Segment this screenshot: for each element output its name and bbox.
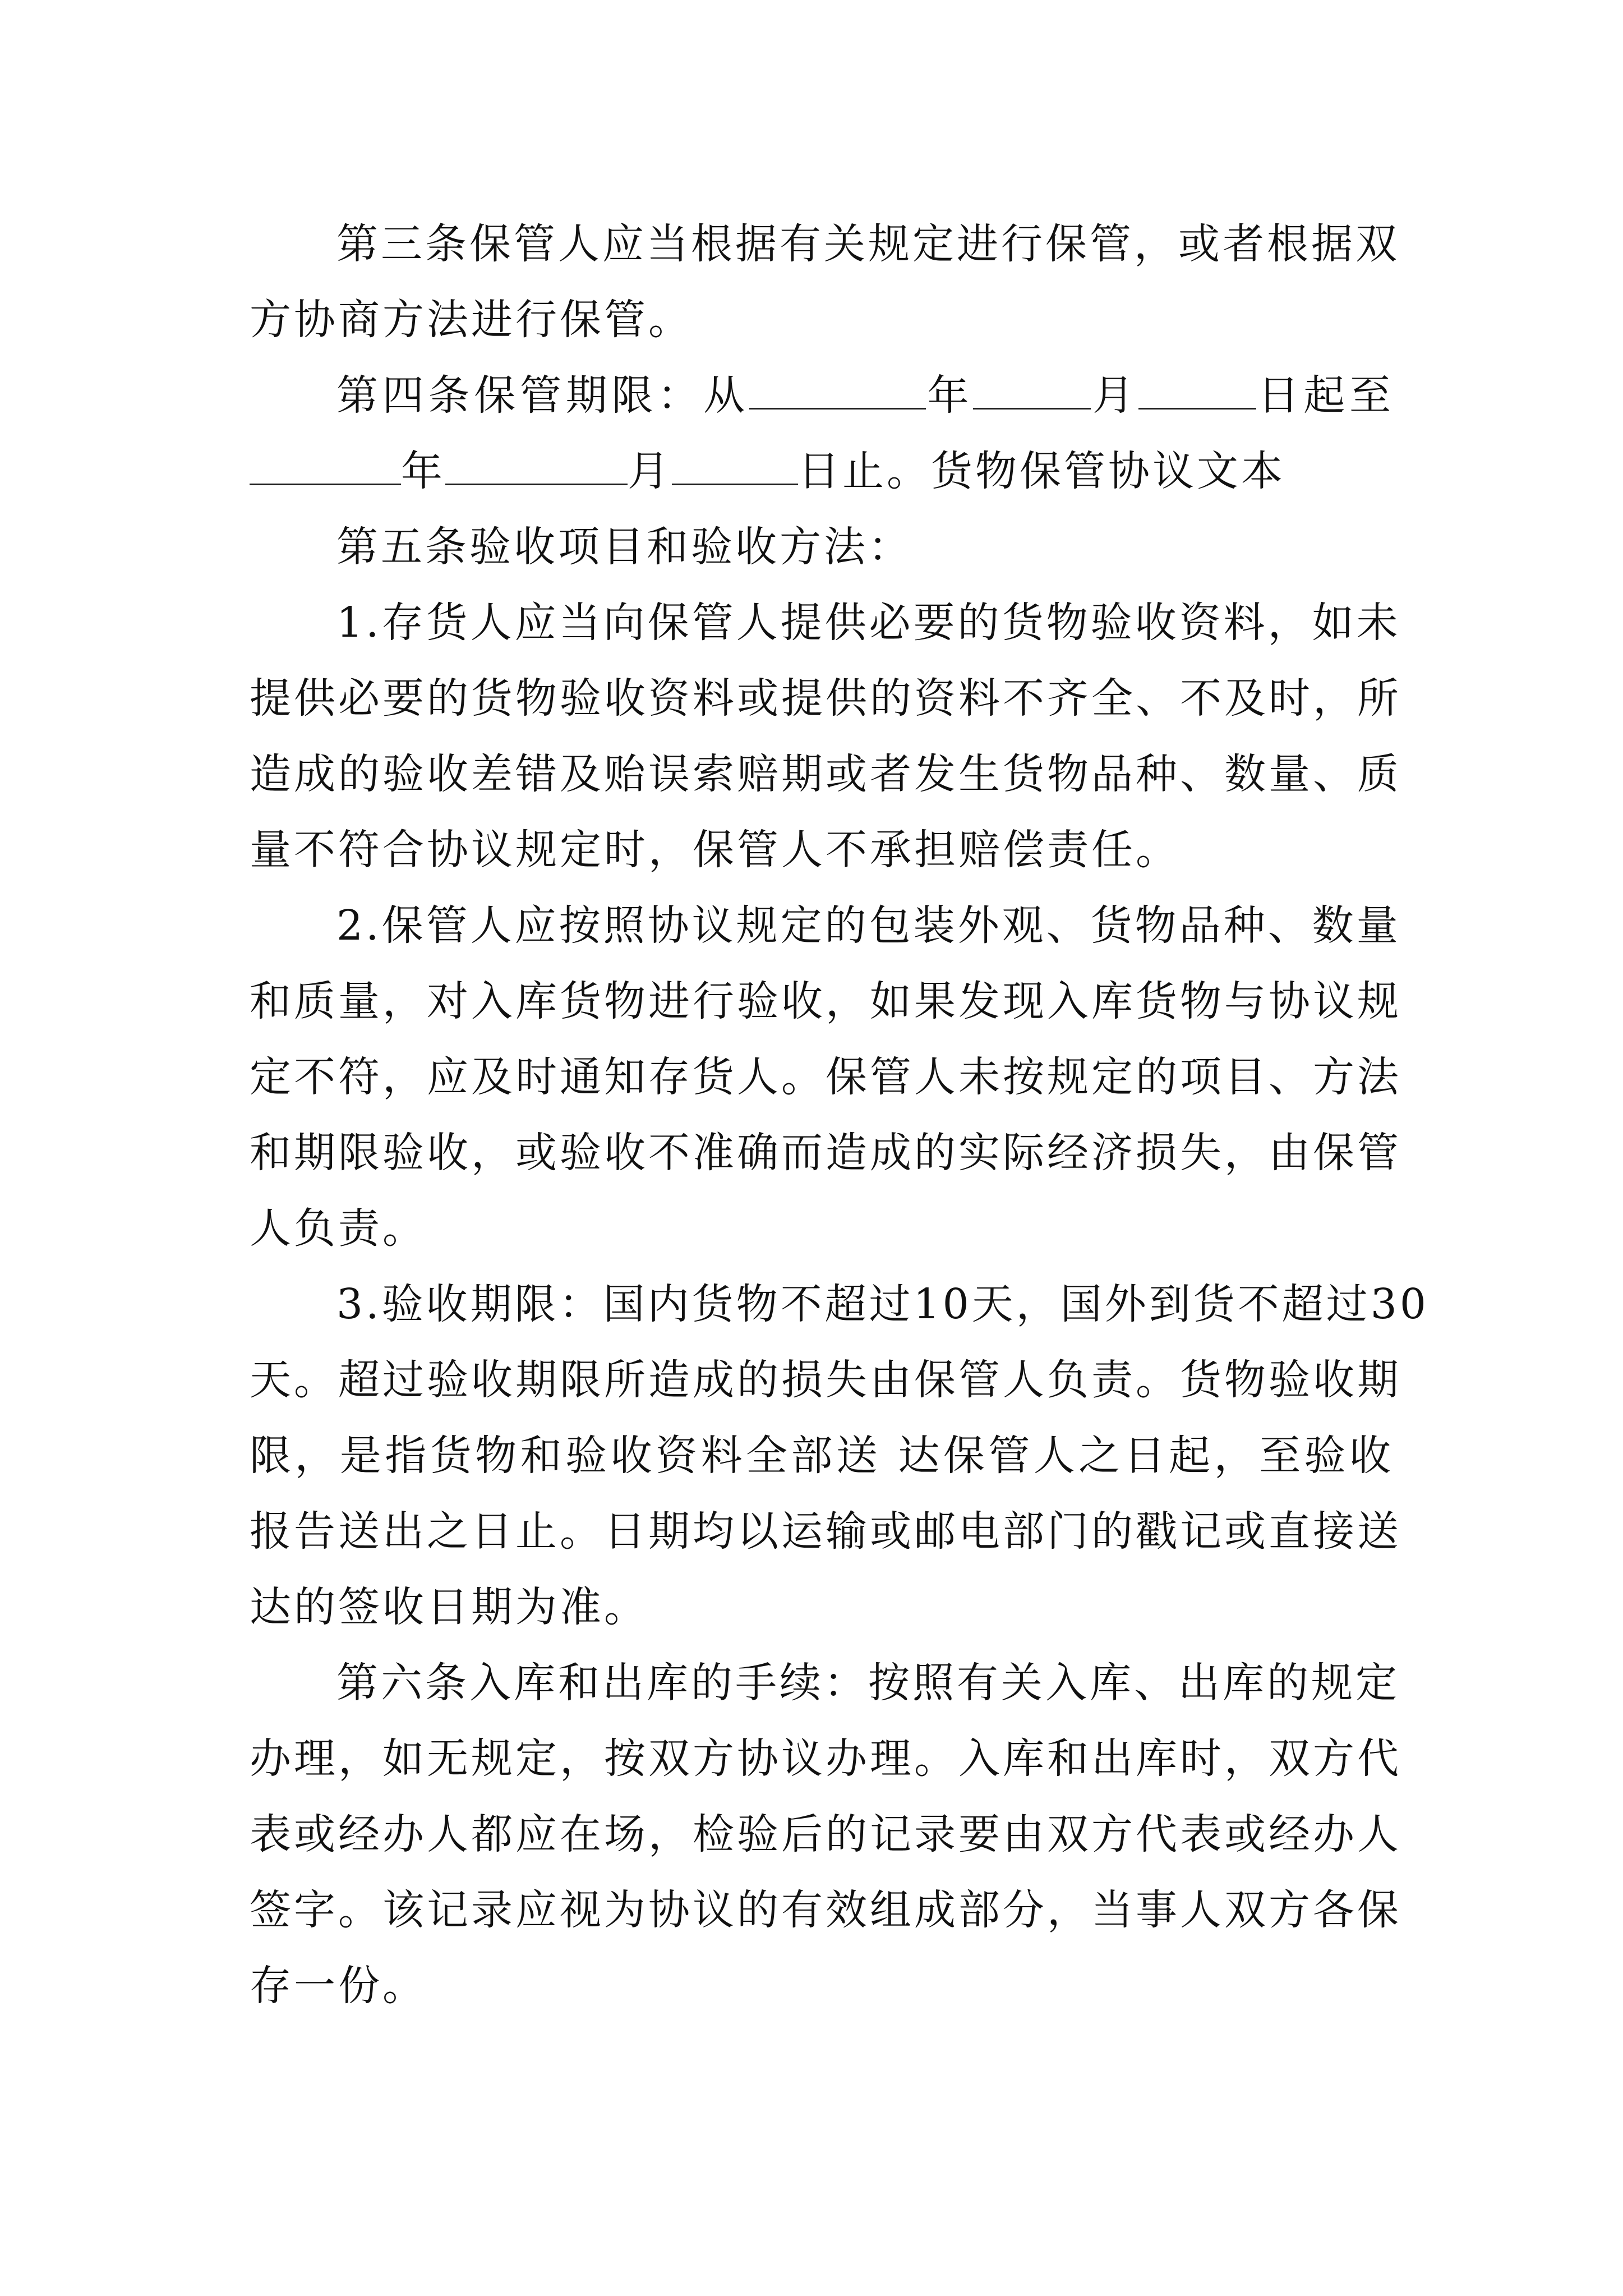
- item-2-line-1: 2.保管人应按照协议规定的包装外观、货物品种、数量: [336, 901, 1401, 950]
- item-1-line-1: 1.存货人应当向保管人提供必要的货物验收资料，如未: [336, 599, 1401, 647]
- article-6-line-5: 存一份。: [250, 1962, 427, 2010]
- article-4-line-2: [250, 440, 1394, 502]
- start-month-blank: [973, 373, 1091, 409]
- article-3-line-1: 第三条保管人应当根据有关规定进行保管，或者根据双: [336, 220, 1400, 268]
- item-2-line-2: 和质量，对入库货物进行验收，如果发现入库货物与协议规: [250, 977, 1401, 1025]
- item-1-line-2: 提供必要的货物验收资料或提供的资料不齐全、不及时，所: [250, 674, 1401, 723]
- start-day-label: 日起至: [1256, 371, 1394, 420]
- item-2-line-5: 人负责。: [250, 1204, 427, 1253]
- article-6-line-1: 第六条入库和出库的手续：按照有关入库、出库的规定: [336, 1659, 1400, 1707]
- end-month-label: 月: [628, 447, 672, 495]
- item-3-line-3: 限，是指货物和验收资料全部送 达保管人之日起，至验收: [250, 1432, 1394, 1480]
- article-4-prefix: 第四条保管期限：从: [336, 371, 749, 420]
- item-3-line-4: 报告送出之日止。日期均以运输或邮电部门的戳记或直接送: [250, 1507, 1401, 1556]
- start-year-blank: [749, 373, 926, 409]
- end-month-blank: [445, 449, 628, 485]
- article-6-line-2: 办理，如无规定，按双方协议办理。入库和出库时，双方代: [250, 1734, 1401, 1783]
- article-3-line-2: 方协商方法进行保管。: [250, 296, 693, 344]
- article-5-heading: 第五条验收项目和验收方法：: [336, 523, 912, 571]
- article-6-line-4: 签字。该记录应视为协议的有效组成部分，当事人双方各保: [250, 1886, 1401, 1934]
- item-2-line-3: 定不符，应及时通知存货人。保管人未按规定的项目、方法: [250, 1053, 1401, 1101]
- article-6-line-3: 表或经办人都应在场，检验后的记录要由双方代表或经办人: [250, 1810, 1401, 1858]
- start-year-label: 年: [925, 371, 974, 420]
- item-3-line-5: 达的签收日期为准。: [250, 1583, 648, 1631]
- end-year-label: 年: [401, 447, 445, 495]
- item-1-line-4: 量不符合协议规定时，保管人不承担赔偿责任。: [250, 826, 1180, 874]
- item-1-line-3: 造成的验收差错及贻误索赔期或者发生货物品种、数量、质: [250, 750, 1401, 798]
- article-4-line-1: [336, 365, 1394, 426]
- item-2-line-4: 和期限验收，或验收不准确而造成的实际经济损失，由保管: [250, 1129, 1401, 1177]
- end-day-label: 日止。货物保管协议文本: [798, 447, 1285, 495]
- start-day-blank: [1138, 373, 1256, 409]
- start-month-label: 月: [1091, 371, 1138, 420]
- end-day-blank: [672, 449, 798, 485]
- item-3-line-2: 天。超过验收期限所造成的损失由保管人负责。货物验收期: [250, 1356, 1401, 1404]
- item-3-line-1: 3.验收期限：国内货物不超过10天，国外到货不超过30: [336, 1280, 1429, 1328]
- end-year-blank: [250, 449, 401, 485]
